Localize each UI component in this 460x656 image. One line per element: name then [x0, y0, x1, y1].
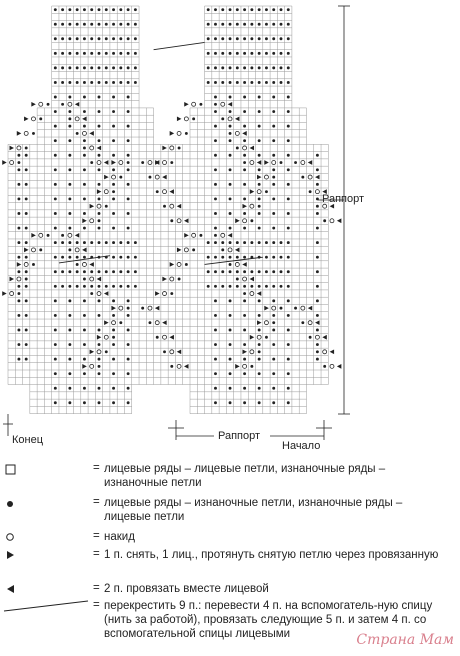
konets-label: Конец — [12, 434, 44, 446]
legend-eq: = — [93, 582, 100, 594]
rapport-bottom-label: Раппорт — [218, 430, 261, 442]
watermark: Страна Мам — [356, 632, 454, 648]
legend-text: лицевые ряды – изнаночные петли, изнаночные ряды – лицевые петли — [104, 497, 403, 523]
legend-eq: = — [93, 599, 100, 611]
legend-eq: = — [93, 548, 100, 560]
legend-text: накид — [104, 531, 135, 543]
rapport-right-label: Раппорт — [322, 193, 365, 205]
chart-symbols — [2, 8, 341, 404]
triangle-left-icon — [4, 582, 18, 596]
legend-text: перекрестить 9 п.: перевести 4 п. на вспомогатель-ную спицу (нить за работой), провязать следующие 5 п. и затем 4 п. со вспомогательной спицы лицевыми — [104, 600, 433, 640]
legend-text: 1 п. снять, 1 лиц., протянуть снятую петлю через провязанную — [104, 549, 439, 561]
legend-text: 2 п. провязать вместе лицевой — [104, 583, 269, 595]
legend-text: лицевые ряды – лицевые петли, изнаночные ряды – изнаночные петли — [104, 463, 386, 489]
legend-item — [0, 582, 460, 598]
circle-open-icon — [4, 530, 18, 544]
square-empty-icon — [4, 463, 18, 477]
legend-item — [0, 548, 460, 578]
legend-eq: = — [93, 530, 100, 542]
dot-filled-icon — [4, 497, 18, 511]
cross-line-icon — [2, 599, 90, 613]
legend-eq: = — [93, 462, 100, 474]
legend-item — [0, 530, 460, 546]
nachalo-label: Начало — [282, 440, 321, 452]
legend-item — [0, 496, 460, 524]
legend-eq: = — [93, 496, 100, 508]
triangle-right-icon — [4, 548, 18, 562]
legend-item — [0, 462, 460, 490]
